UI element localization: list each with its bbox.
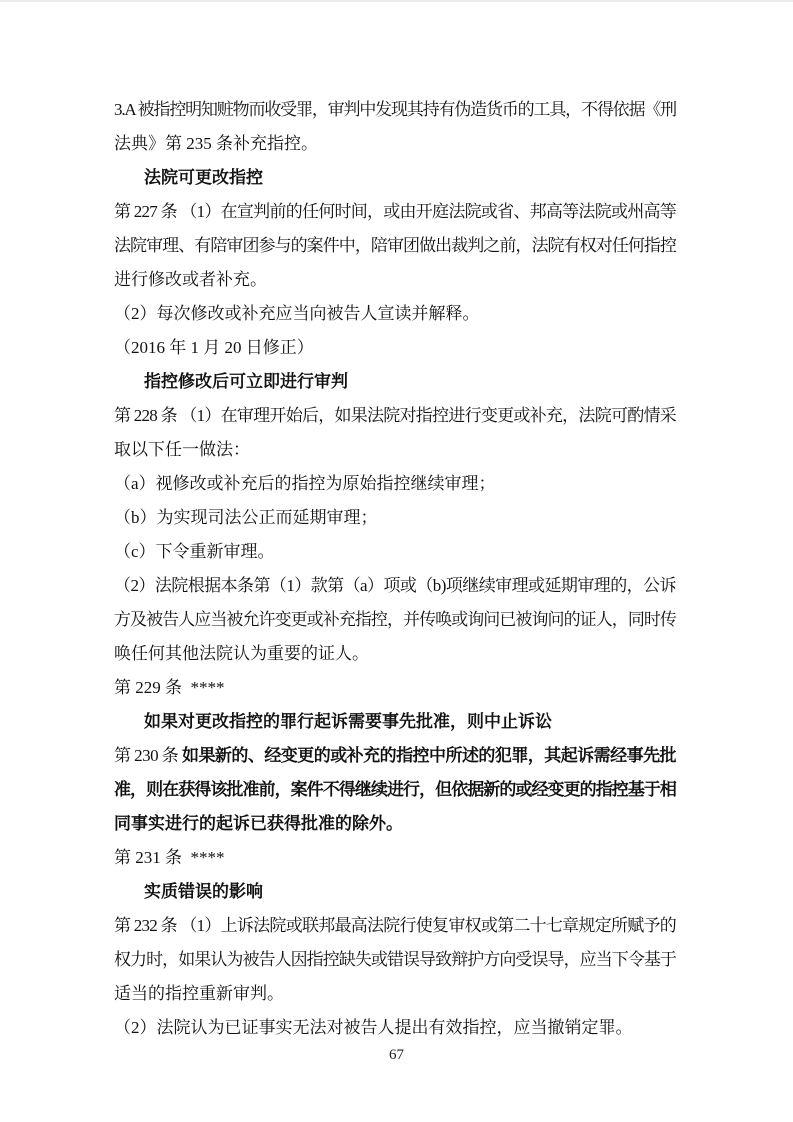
body-text: （b）为实现司法公正而延期审理； bbox=[114, 508, 378, 527]
document-body bbox=[114, 93, 676, 1045]
article-line bbox=[114, 739, 676, 773]
body-text: 第 230 条 bbox=[114, 746, 182, 765]
body-text: 唤任何其他法院认为重要的证人。 bbox=[114, 644, 369, 663]
body-text: 3.A 被指控明知赃物而收受罪，审判中发现其持有伪造货币的工具，不得依据《刑 bbox=[114, 100, 676, 119]
line-text bbox=[114, 474, 496, 493]
body-text: 法院审理、有陪审团参与的案件中，陪审团做出裁判之前，法院有权对任何指控 bbox=[114, 236, 676, 255]
line-text bbox=[114, 440, 250, 459]
article-line bbox=[114, 671, 676, 705]
body-line bbox=[114, 637, 676, 671]
body-line bbox=[114, 535, 676, 569]
line-text bbox=[114, 916, 676, 935]
line-text bbox=[144, 168, 263, 187]
article-line bbox=[114, 195, 676, 229]
body-text: 权力时，如果认为被告人因指控缺失或错误导致辩护方向受误导，应当下令基于 bbox=[114, 950, 676, 969]
body-line bbox=[114, 297, 676, 331]
section-heading bbox=[114, 365, 676, 399]
line-text bbox=[114, 576, 676, 595]
body-line bbox=[114, 263, 676, 297]
line-text bbox=[114, 848, 225, 867]
body-text: （a）视修改或补充后的指控为原始指控继续审理； bbox=[114, 474, 496, 493]
bold-text: 如果对更改指控的罪行起诉需要事先批准，则中止诉讼 bbox=[144, 712, 552, 731]
body-line bbox=[114, 977, 676, 1011]
line-text bbox=[114, 508, 378, 527]
page-number: 67 bbox=[389, 1047, 404, 1063]
line-text bbox=[114, 678, 225, 697]
line-text bbox=[114, 644, 369, 663]
body-line bbox=[114, 433, 676, 467]
bold-text: 同事实进行的起诉已获得批准的除外。 bbox=[114, 814, 403, 833]
line-text bbox=[114, 236, 676, 255]
line-text bbox=[114, 134, 318, 153]
body-line bbox=[114, 501, 676, 535]
line-text bbox=[114, 406, 676, 425]
line-text bbox=[114, 270, 267, 289]
body-text: （c）下令重新审理。 bbox=[114, 542, 275, 561]
bold-text: 实质错误的影响 bbox=[144, 882, 263, 901]
line-text bbox=[114, 202, 676, 221]
body-text: 第 228 条 （1）在审理开始后，如果法院对指控进行变更或补充，法院可酌情采 bbox=[114, 406, 677, 425]
body-text: （2）法院认为已证事实无法对被告人提出有效指控，应当撤销定罪。 bbox=[114, 1018, 633, 1037]
section-heading bbox=[114, 161, 676, 195]
line-text bbox=[114, 1018, 633, 1037]
body-line bbox=[114, 127, 676, 161]
line-text bbox=[114, 984, 284, 1003]
body-text: （2）每次修改或补充应当向被告人宣读并解释。 bbox=[114, 304, 480, 323]
line-text bbox=[114, 610, 676, 629]
line-text bbox=[114, 100, 676, 119]
line-text bbox=[114, 780, 676, 799]
body-text: 适当的指控重新审判。 bbox=[114, 984, 284, 1003]
body-line bbox=[114, 773, 676, 807]
line-text bbox=[114, 304, 480, 323]
body-line bbox=[114, 93, 676, 127]
body-text: 第 229 条 **** bbox=[114, 678, 225, 697]
body-line bbox=[114, 569, 676, 603]
line-text bbox=[114, 338, 314, 357]
body-text: 进行修改或者补充。 bbox=[114, 270, 267, 289]
body-text: （2）法院根据本条第（1）款第（a）项或（b)项继续审理或延期审理的，公诉 bbox=[114, 576, 676, 595]
body-line bbox=[114, 467, 676, 501]
bold-text: 法院可更改指控 bbox=[144, 168, 263, 187]
body-line bbox=[114, 1011, 676, 1045]
body-text: 方及被告人应当被允许变更或补充指控，并传唤或询问已被询问的证人，同时传 bbox=[114, 610, 676, 629]
bold-text: 如果新的、经变更的或补充的指控中所述的犯罪，其起诉需经事先批 bbox=[182, 746, 677, 765]
line-text bbox=[114, 814, 403, 833]
body-line bbox=[114, 943, 676, 977]
article-line bbox=[114, 909, 676, 943]
body-line bbox=[114, 229, 676, 263]
line-text bbox=[114, 542, 275, 561]
body-line bbox=[114, 807, 676, 841]
body-text: 第 227 条 （1）在宣判前的任何时间，或由开庭法院或省、邦高等法院或州高等 bbox=[114, 202, 677, 221]
body-text: 第 232 条 （1）上诉法院或联邦最高法院行使复审权或第二十七章规定所赋予的 bbox=[114, 916, 677, 935]
body-line bbox=[114, 603, 676, 637]
body-text: 法典》第 235 条补充指控。 bbox=[114, 134, 318, 153]
line-text bbox=[114, 746, 676, 765]
body-text: 取以下任一做法： bbox=[114, 440, 250, 459]
bold-text: 指控修改后可立即进行审判 bbox=[144, 372, 348, 391]
amendment-note bbox=[114, 331, 676, 365]
section-heading bbox=[114, 875, 676, 909]
bold-text: 准，则在获得该批准前，案件不得继续进行，但依据新的或经变更的指控基于相 bbox=[114, 780, 676, 799]
line-text bbox=[144, 882, 263, 901]
line-text bbox=[114, 950, 676, 969]
line-text bbox=[144, 712, 552, 731]
page-footer bbox=[0, 1046, 793, 1064]
line-text bbox=[144, 372, 348, 391]
body-text: （2016 年 1 月 20 日修正） bbox=[114, 338, 314, 357]
section-heading bbox=[114, 705, 676, 739]
article-line bbox=[114, 399, 676, 433]
body-text: 第 231 条 **** bbox=[114, 848, 225, 867]
article-line bbox=[114, 841, 676, 875]
